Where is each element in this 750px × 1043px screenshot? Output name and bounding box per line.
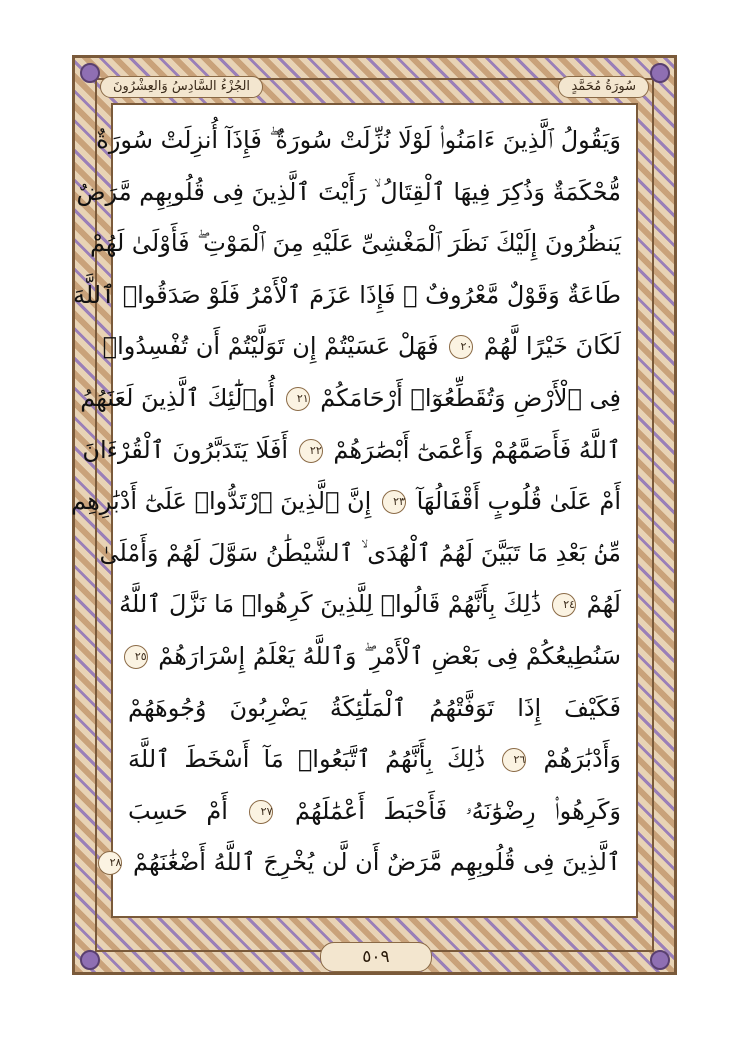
verse-line xyxy=(128,734,621,786)
verse-text: أَمْ حَسِبَ xyxy=(128,796,247,825)
page-header xyxy=(100,75,649,99)
verse-line xyxy=(80,373,621,425)
ayah-number-marker: ٢٤ xyxy=(552,593,576,617)
page-number: ٥٠٩ xyxy=(320,942,432,972)
verse-text: فَكَيْفَ إِذَا تَوَفَّتْهُمُ ٱلْمَلَٰٓئِكَةُ يَضْرِبُونَ وُجُوهَهُمْ xyxy=(128,693,621,722)
ayah-number-marker: ٢٨ xyxy=(98,851,122,875)
verse-line xyxy=(128,683,621,735)
verse-text: أُو۟لَٰٓئِكَ ٱلَّذِينَ لَعَنَهُمُ xyxy=(80,383,283,412)
ayah-number-marker: ٢٦ xyxy=(502,748,526,772)
verse-text: ٱللَّهُ فَأَصَمَّهُمْ وَأَعْمَىٰٓ أَبْصَٰرَهُمْ xyxy=(325,435,621,464)
verse-text: طَاعَةٌ وَقَوْلٌ مَّعْرُوفٌ ۚ فَإِذَا عَزَمَ ٱلْأَمْرُ فَلَوْ صَدَقُوا۟ ٱللَّهَ xyxy=(72,280,621,309)
verse-text: فَهَلْ عَسَيْتُمْ إِن تَوَلَّيْتُمْ أَن تُفْسِدُوا۟ xyxy=(102,332,447,361)
verse-text: وَأَدْبَٰرَهُمْ xyxy=(529,745,621,774)
verse-text: فِى ٱلْأَرْضِ وَتُقَطِّعُوٓا۟ أَرْحَامَكُمْ xyxy=(312,383,621,412)
verse-text: لَهُمْ xyxy=(579,590,621,619)
verse-line xyxy=(96,115,621,167)
verse-text: سَنُطِيعُكُمْ فِى بَعْضِ ٱلْأَمْرِ ۖ وَٱللَّهُ يَعْلَمُ إِسْرَارَهُمْ xyxy=(150,641,621,670)
verse-line xyxy=(89,218,621,270)
ayah-number-marker: ٢٥ xyxy=(124,645,148,669)
verse-line xyxy=(82,425,621,477)
ayah-number-marker: ٢٣ xyxy=(382,490,406,514)
verse-line xyxy=(72,270,621,322)
verse-line xyxy=(128,786,621,838)
verse-text: أَمْ عَلَىٰ قُلُوبٍ أَقْفَالُهَآ xyxy=(408,487,621,516)
verse-line xyxy=(76,167,621,219)
corner-ornament-icon xyxy=(650,63,670,83)
ayah-number-marker: ٢٧ xyxy=(249,800,273,824)
corner-ornament-icon xyxy=(650,950,670,970)
ayah-number-marker: ٢٠ xyxy=(449,335,473,359)
verse-line xyxy=(99,528,621,580)
surah-title: سُورَةُ مُحَمَّدٍ xyxy=(558,76,649,98)
verse-text: أَفَلَا يَتَدَبَّرُونَ ٱلْقُرْءَانَ xyxy=(82,435,296,464)
verse-text: يَنظُرُونَ إِلَيْكَ نَظَرَ ٱلْمَغْشِىِّ عَلَيْهِ مِنَ ٱلْمَوْتِ ۖ فَأَوْلَىٰ لَهُمْ xyxy=(89,229,621,258)
juz-title: الجُزْءُ السَّادِسُ وَالعِشْرُونَ xyxy=(100,76,263,98)
verse-text: لَكَانَ خَيْرًا لَّهُمْ xyxy=(476,332,621,361)
corner-ornament-icon xyxy=(80,63,100,83)
corner-ornament-icon xyxy=(80,950,100,970)
verse-line xyxy=(71,476,621,528)
verse-text: مُّحْكَمَةٌ وَذُكِرَ فِيهَا ٱلْقِتَالُ ۙ رَأَيْتَ ٱلَّذِينَ فِى قُلُوبِهِم مَّرَضٌ xyxy=(76,177,621,206)
ayah-number-marker: ٢٢ xyxy=(299,439,323,463)
verse-text: وَيَقُولُ ٱلَّذِينَ ءَامَنُوا۟ لَوْلَا نُزِّلَتْ سُورَةٌ ۖ فَإِذَآ أُنزِلَتْ سُورَةٌ xyxy=(96,126,621,154)
verse-line xyxy=(119,579,621,631)
verse-text: وَكَرِهُوا۟ رِضْوَٰنَهُۥ فَأَحْبَطَ أَعْمَٰلَهُمْ xyxy=(276,796,621,825)
verse-text: ذَٰلِكَ بِأَنَّهُمُ ٱتَّبَعُوا۟ مَآ أَسْخَطَ ٱللَّهَ xyxy=(128,745,500,774)
verse-text: مِّنۢ بَعْدِ مَا تَبَيَّنَ لَهُمُ ٱلْهُدَى ۙ ٱلشَّيْطَٰنُ سَوَّلَ لَهُمْ وَأَمْلَىٰ xyxy=(99,538,621,567)
verse-text: إِنَّ ٱلَّذِينَ ٱرْتَدُّوا۟ عَلَىٰٓ أَدْبَٰرِهِم xyxy=(71,487,379,516)
verse-lines xyxy=(71,115,621,889)
verse-text: ٱلَّذِينَ فِى قُلُوبِهِم مَّرَضٌ أَن لَّن يُخْرِجَ ٱللَّهُ أَضْغَٰنَهُمْ xyxy=(125,848,621,877)
ayah-number-marker: ٢١ xyxy=(286,387,310,411)
verse-line xyxy=(128,631,621,683)
verse-line xyxy=(109,837,621,889)
verse-text: ذَٰلِكَ بِأَنَّهُمْ قَالُوا۟ لِلَّذِينَ كَرِهُوا۟ مَا نَزَّلَ ٱللَّهُ xyxy=(119,590,550,619)
verse-line xyxy=(102,321,621,373)
